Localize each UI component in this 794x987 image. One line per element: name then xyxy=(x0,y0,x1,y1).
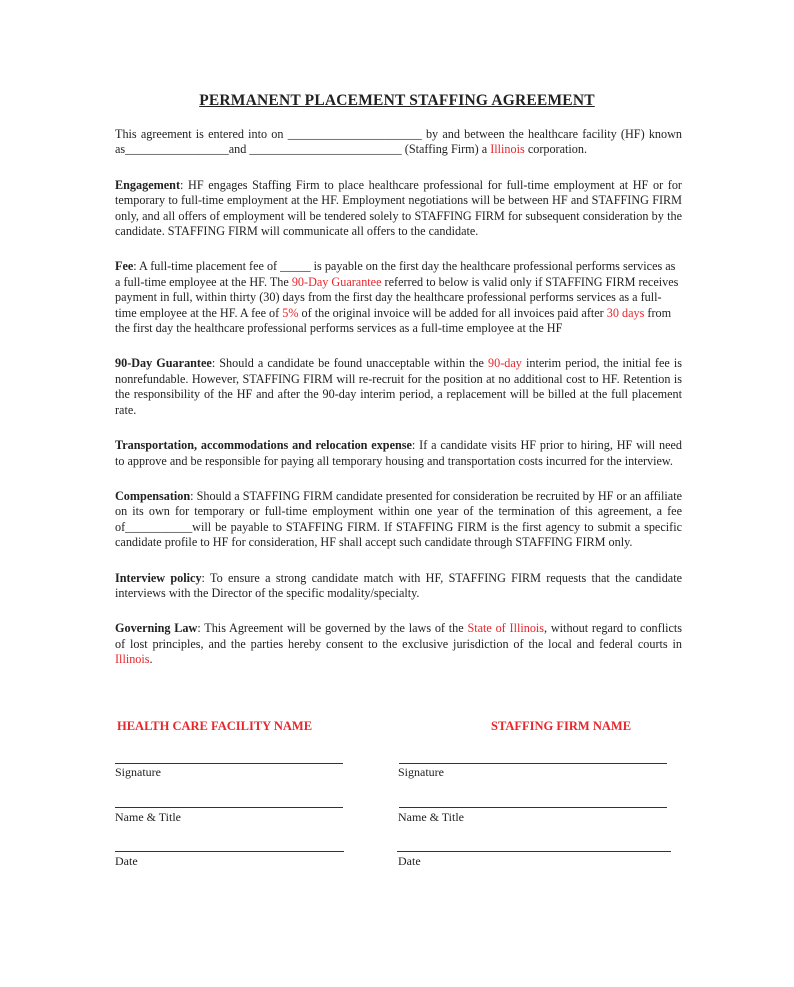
text-segment: : If a candidate visits HF prior to hiring, HF will need to approve and be responsible for paying all temporary housing and transportation costs incurred for the interview. xyxy=(115,438,682,468)
text-segment: interim period, the initial fee is nonrefundable. However, STAFFING FIRM will re-recruit for the position at no additional cost to HF. Retention is the responsibility of the HF and after the 90-day interim period, a replacement will be billed at the full placement rate. xyxy=(115,356,683,417)
sf-date-label: Date xyxy=(398,854,421,868)
text-segment: : A full-time placement fee of _____ is payable on the first day the healthcare professional performs services as a full-time employee at the HF. The xyxy=(115,259,676,289)
hf-signature-label: Signature xyxy=(115,765,161,779)
text-segment: ______________________ xyxy=(287,127,422,141)
sf-signature-line[interactable] xyxy=(399,763,667,764)
agreement-body xyxy=(115,127,682,688)
hf-name-heading: HEALTH CARE FACILITY NAME xyxy=(117,719,313,733)
text-segment: : Should a STAFFING FIRM candidate presented for consideration be recruited by HF or an affiliate on its own for temporary or full-time employment within one year of the termination of this agreement, a fee of___________will be payable to STAFFING FIRM. If STAFFING FIRM is the first agency to submit a specific candidate profile to HF for consideration, HF shall accept such candidate through STAFFING FIRM only. xyxy=(115,488,682,550)
section-heading: Governing Law xyxy=(115,621,198,636)
sf-signature-label: Signature xyxy=(398,765,444,779)
hf-date-line[interactable] xyxy=(115,851,344,852)
section-heading: Fee xyxy=(115,259,134,274)
text-segment: : To ensure a strong candidate match with HF, STAFFING FIRM requests that the candidate interviews with the Director of the specific modality/specialty. xyxy=(115,570,682,600)
section-heading: Engagement xyxy=(115,177,180,192)
text-segment: : This Agreement will be governed by the laws of the xyxy=(197,621,468,636)
text-segment: _________________ xyxy=(125,142,229,157)
text-segment: _________________________ xyxy=(249,142,402,157)
text-segment: (Staffing Firm) a xyxy=(401,142,491,157)
text-segment: , without regard to conflicts of lost principles, and the parties hereby consent to the exclusive jurisdiction of the local and federal courts in xyxy=(115,621,683,651)
text-segment: by and between the healthcare facility (HF) known as xyxy=(115,127,682,157)
text-segment: : Should a candidate be found unacceptable within the xyxy=(211,356,489,371)
paragraph-intro xyxy=(115,127,682,158)
text-segment: and xyxy=(228,142,250,157)
hf-name-title-label: Name & Title xyxy=(115,810,182,824)
section-heading: 90-Day Guarantee xyxy=(115,356,212,371)
sf-name-title-label: Name & Title xyxy=(398,810,465,824)
staffing-firm-name-heading: STAFFING FIRM NAME xyxy=(491,719,632,733)
highlighted-text: Illinois xyxy=(490,142,525,157)
paragraph-transportation xyxy=(115,438,682,469)
section-heading: Compensation xyxy=(115,488,191,503)
paragraph-governing-law xyxy=(115,621,682,667)
paragraph-interview-policy xyxy=(115,571,682,602)
sf-name-title-line[interactable] xyxy=(399,807,667,808)
section-heading: Transportation, accommodations and relocation expense xyxy=(115,438,412,453)
paragraph-fee xyxy=(115,259,682,336)
highlighted-text: State of Illinois xyxy=(467,621,545,636)
highlighted-text: 90-Day Guarantee xyxy=(291,274,382,289)
highlighted-text: Illinois xyxy=(115,652,150,667)
hf-signature-line[interactable] xyxy=(115,763,343,764)
text-segment: corporation. xyxy=(524,142,588,157)
highlighted-text: 90-day xyxy=(488,356,522,371)
text-segment: : HF engages Staffing Firm to place healthcare professional for full-time employment at HF or for temporary to full-time employment at the HF. Employment negotiations will be between HF and STAFFING FIRM only, and all offers of employment will be tendered solely to STAFFING FIRM for subsequent consideration by the candidate. STAFFING FIRM will communicate all offers to the candidate. xyxy=(115,177,682,239)
section-heading: Interview policy xyxy=(115,570,202,585)
hf-name-title-line[interactable] xyxy=(115,807,343,808)
text-segment: of the original invoice will be added for all invoices paid after xyxy=(298,305,607,320)
paragraph-engagement xyxy=(115,178,682,240)
paragraph-compensation xyxy=(115,489,682,551)
highlighted-text: 30 days xyxy=(606,305,645,320)
document-title: PERMANENT PLACEMENT STAFFING AGREEMENT xyxy=(199,92,595,109)
paragraph-guarantee xyxy=(115,356,682,418)
text-segment: . xyxy=(149,652,153,667)
text-segment: referred to below is valid only if STAFFING FIRM receives payment in full, within thirty (30) days from the first day the healthcare professional performs services as a full-time employee at the HF. A fee of xyxy=(115,274,679,320)
hf-date-label: Date xyxy=(115,854,138,868)
text-segment: from the first day the healthcare professional performs services as a full-time employee at the HF xyxy=(115,305,672,336)
sf-date-line[interactable] xyxy=(397,851,671,852)
text-segment: This agreement is entered into on xyxy=(115,127,288,141)
highlighted-text: 5% xyxy=(282,305,299,320)
